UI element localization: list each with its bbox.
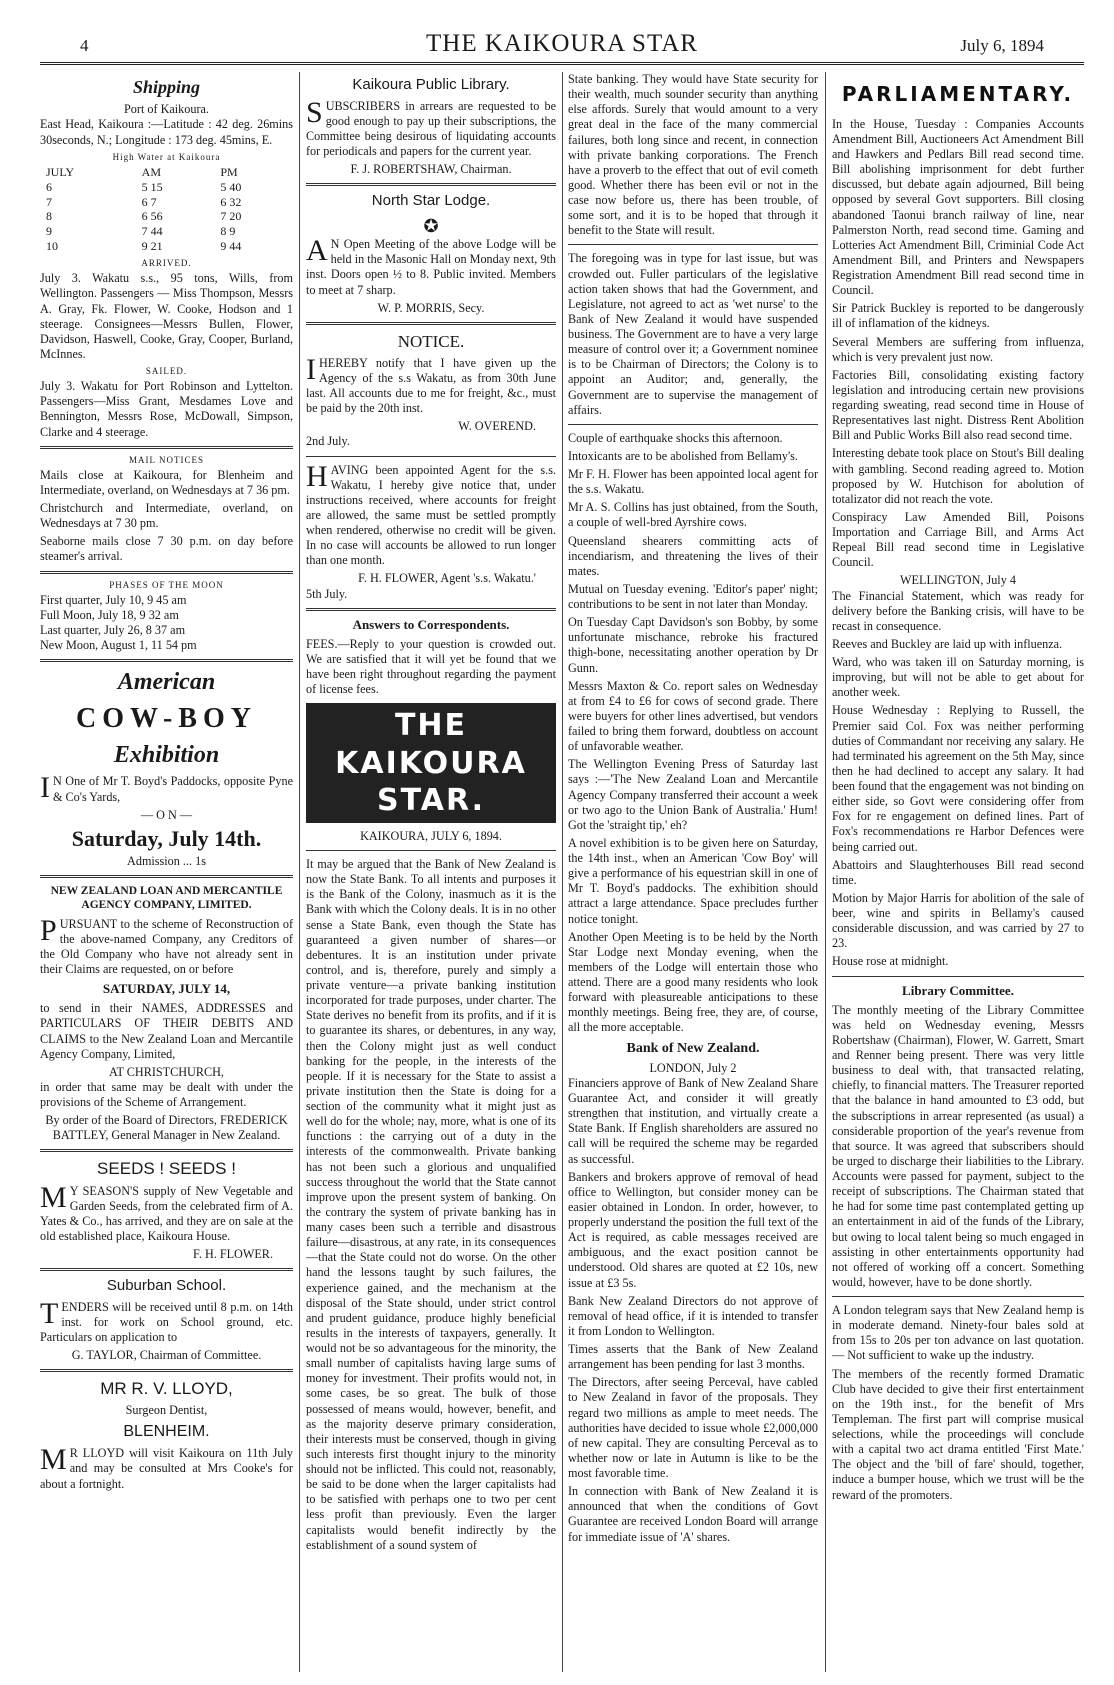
- column-divider: [825, 72, 826, 1672]
- ad-body: HAVING been appointed Agent for the s.s. Wakatu, I hereby give notice that, under instructions received, where accounts for freight are allowed, the same must be settled promptly when rendered, otherwise no credit will be given. In no case will accounts be allowed to run longer than one month.: [306, 459, 556, 568]
- news-item: Couple of earthquake shocks this afternoon.: [568, 430, 783, 445]
- ad-heading: MR R. V. LLOYD,: [100, 1379, 233, 1399]
- ad-heading: North Star Lodge.: [371, 192, 491, 210]
- news-item: Mr A. S. Collins has just obtained, from the South, a couple of well-bred Ayrshire cows.: [568, 500, 818, 530]
- news-item: Bankers and brokers approve of removal of head office to Wellington, but consider money can be easier obtained in London. In order, however, to properly understand the position the full text of the Act is required, as cable messages received are ambiguous, and the exact position cannot be understood. Old shares are quoted at £2 10s, new issue at £3 5s.: [568, 1169, 818, 1290]
- mail-text: Seaborne mails close 7 30 p.m. on day before steamer's arrival.: [40, 534, 293, 564]
- tide-header-row: [40, 165, 293, 180]
- ad-signature: F. H. FLOWER.: [193, 1247, 273, 1262]
- ad-subheading: Surgeon Dentist,: [125, 1403, 208, 1418]
- ad-heading: Kaikoura Public Library.: [352, 76, 510, 93]
- news-item: Times asserts that the Bank of New Zealand arrangement has been pending for last 3 months.: [568, 1342, 818, 1372]
- news-item: House Wednesday : Replying to Russell, the Premier said Col. Fox was neither performing duties of Commandant nor receiving any salary. He had terminated his agreement on the 5th May, since then he had declined to accept any salary. It had been found that the engagement was not binding on either side, so Govt were considering offer from Fox for re engagement on defined lines. Part of Fox's recommendations re Harbor Defences were being carried out.: [832, 703, 1084, 854]
- arrived-heading: ARRIVED.: [141, 258, 192, 269]
- news-item: A London telegram says that New Zealand hemp is in moderate demand. Ninety-four bales sold at from 15s to 20s per ton advance on last quotation. — Not sufficient to wake up the industry.: [832, 1303, 1084, 1363]
- news-item: Several Members are suffering from influenza, which is very prevalent just now.: [832, 334, 1084, 364]
- section-heading: Library Committee.: [902, 982, 1014, 998]
- tide-cell: 5 15: [141, 179, 163, 194]
- moon-heading: PHASES OF THE MOON: [109, 579, 224, 590]
- moon-phase: Full Moon, July 18, 9 32 am: [40, 607, 179, 622]
- divider: [832, 976, 1084, 977]
- news-item: The members of the recently formed Dramatic Club have decided to give their first entertainment on the 19th inst., for the benefit of Mrs Templeman. The first part will comprise musical selections, while the proceedings will conclude with a capital two act drama entitled 'First Mate.' The object and the 'bill of fare' should, together, induce a bumper house, which we trust will be the reward of the promoters.: [832, 1366, 1084, 1502]
- divider: [306, 850, 556, 851]
- section-heading: PARLIAMENTARY.: [841, 82, 1075, 106]
- news-item: Sir Patrick Buckley is reported to be dangerously ill of inflamation of the kidneys.: [832, 301, 1084, 331]
- news-item: The foregoing was in type for last issue, but was crowded out. Fuller particulars of the legislative action taken shows that had the Government, and Legislature, not agreed to act as 'wet nurse' to the Bank of New Zealand it would have suspended business. The Government are to have a very large measure of control over it; a Government nominee is to be Chairman of Directors; the Colony is to appoint an Auditor; and, generally, the Government are to supervise the management of affairs.: [568, 251, 818, 417]
- news-item: The Financial Statement, which was ready for delivery before the Banking crisis, will have to be recast in consequence.: [832, 588, 1084, 633]
- ad-heading: NOTICE.: [397, 331, 465, 351]
- news-item: Motion by Major Harris for abolition of the sale of beer, wine and spirits in Bellamy's caused considerable discussion, and was carried by 27 to 23.: [832, 890, 1084, 951]
- ad-signature: W. P. MORRIS, Secy.: [377, 300, 485, 315]
- notice-heading: NEW ZEALAND LOAN AND MERCANTILE AGENCY COMPANY, LIMITED.: [50, 885, 283, 912]
- ad-date: 2nd July.: [306, 434, 350, 449]
- tide-cell: 6 32: [220, 194, 242, 209]
- newspaper-title: THE KAIKOURA STAR: [426, 30, 698, 57]
- column-1: [40, 72, 293, 1672]
- tide-cell: 6 56: [141, 209, 163, 224]
- sailed-text: July 3. Wakatu for Port Robinson and Lyttelton. Passengers—Miss Grant, Mesdames Love and Bennington, Messrs Rose, McDowall, Simpson, Clarke and 4 steerage.: [40, 379, 293, 439]
- ad-title: Exhibition: [113, 741, 220, 768]
- port-location: East Head, Kaikoura :—Latitude : 42 deg. 26mins 30seconds, N.; Longitude : 173 deg. 45mins, E.: [40, 117, 293, 147]
- news-item: Intoxicants are to be abolished from Bellamy's.: [568, 448, 798, 463]
- news-item: Factories Bill, consolidating existing factory legislation and introducing certain new provisions regarding sweating, read second time in House of Representatives last night. Distress Rent Abolition Bill and Public Works Bill also read second time.: [832, 367, 1084, 443]
- ad-signature: W. OVEREND.: [458, 419, 536, 434]
- news-item: In connection with Bank of New Zealand it is announced that when the conditions of Govt Guarantee are received London Board will arrange for immediate issue of 'A' shares.: [568, 1484, 818, 1544]
- news-item: The Wellington Evening Press of Saturday last says :—'The New Zealand Loan and Mercantile Agency Company transferred their account a week or two ago to the Union Bank of Australia.' Hum! Got the 'straight tip,' eh?: [568, 757, 818, 832]
- tide-cell: 8 9: [220, 224, 236, 239]
- tide-row: [40, 180, 293, 195]
- notice-body: in order that same may be dealt with under the provisions of the Scheme of Arrangement.: [40, 1079, 293, 1110]
- port-heading: Port of Kaikoura.: [124, 102, 209, 117]
- ad-title: COW-BOY: [76, 702, 257, 734]
- ad-heading: Suburban School.: [106, 1277, 227, 1295]
- tide-cell: 6 7: [141, 194, 157, 209]
- notice-signature: By order of the Board of Directors, FREDERICK BATTLEY, General Manager in New Zealand.: [45, 1113, 288, 1143]
- news-item: The monthly meeting of the Library Committee was held on Wednesday evening, Messrs Robertshaw (Chairman), Flower, W. Garrett, Smart and Renner being present. There was very little business to deal with, that transacted relating, chiefly, to financial matters. The Treasurer reported that the balance in hand amounted to £3 odd, but the subscriptions in arrear represented (as usual) a considerable proportion of the year's revenue from that source. It was agreed that subscribers should be urged to discharge their liabilities to the Library. Accounts were passed for payment, subject to the receipt of subscriptions. The Chairman stated that he had for some time past contemplated getting up an entertainment in aid of the funds of the Library, but owing to local talent being so much engaged in assisting in other entertainments opportunity had not offered of working off a concert. Something would, however, have to be done shortly.: [832, 1002, 1084, 1289]
- ad-signature: F. H. FLOWER, Agent 's.s. Wakatu.': [358, 571, 536, 586]
- news-item: Ward, who was taken ill on Saturday morning, is improving, but will not be able to get about for another week.: [832, 655, 1084, 700]
- tide-cell: 8: [46, 209, 52, 224]
- news-item: Mutual on Tuesday evening. 'Editor's paper' night; contributions to be sent in not later than Monday.: [568, 581, 818, 611]
- news-item: Messrs Maxton & Co. report sales on Wednesday at from £4 to £6 for cows of second grade. There were buyers for other lines advertised, but vendors failed to bring them forward, doubtless on account of unfavorable weather.: [568, 678, 818, 754]
- notice-body: PURSUANT to the scheme of Reconstruction of the above-named Company, any Creditors of the Old Company who have not already sent in their Claims are requested, on or before: [40, 913, 293, 977]
- tide-row: [40, 224, 293, 239]
- ad-on: — O N —: [140, 807, 193, 822]
- divider: [40, 1369, 293, 1372]
- tide-cell: 7 20: [220, 209, 242, 224]
- news-item: Queensland shearers committing acts of incendiarism, and threatening the lives of their mates.: [568, 533, 818, 578]
- ad-body: AN Open Meeting of the above Lodge will be held in the Masonic Hall on Monday next, 9th inst. Doors open ½ to 8. Public invited. Members to meet at 7 sharp.: [306, 234, 556, 297]
- tide-col-july: JULY: [46, 164, 75, 179]
- news-item: In the House, Tuesday : Companies Accounts Amendment Bill, Auctioneers Act Amendment Bill and Hawkers and Pedlars Bill read second time. Bill abolishing imprisonment for debt further discussed, but debate again adjourned, Bill being opposed by several Govt supporters. Bill closing abandoned Taonui branch railway of line, near Palmerston North, read second time. Gaming and Lotteries Act Amendment Bill, Criminial Code Act Amendment Bill, and Printers and Newspapers Registration Amendment Bill read second time in Council.: [832, 116, 1084, 298]
- ad-heading: SEEDS ! SEEDS !: [97, 1159, 236, 1179]
- divider: [568, 424, 818, 425]
- ad-admission: Admission ... 1s: [127, 854, 206, 869]
- moon-phase: New Moon, August 1, 11 54 pm: [40, 638, 197, 653]
- editorial-text: It may be argued that the Bank of New Zealand is now the State Bank. To all intents and purposes it is the Bank of the Colony, inasmuch as it is the Bank with which the Colony deals. It is in no other sense a State Bank, even though the State has guaranteed a given number of shares—or debentures. It is an institution under private control, and is, therefore, purely and simply a private venture—a private banking institution incorporated for trade purposes, under charter. The State derives no benefit from its profits, and if it is to guarantee its shares, or debentures, in any way, then the Colony might just as well conduct banking for the people, in the interests of the people. If it is necessary for the State to assist a private institution then the State is doing for a section of the community what it might just as well do for the whole; nay, more, what is one of its functions : the carrying out of a duty in the interests of the commonwealth. Private banking has not been such a glorious and unqualified success throughout the world that the State cannot improve upon the present system of banking. On the contrary the system of private banking has in many cases been such a terrible and disastrous failure—disastrous, at any rate, in its consequences—that the State could not do worse. On the other hand the lessons taught by such failures, the experience gained, and the mechanism at the disposal of the State should, under strict control and prudent guidance, produce highly beneficial results in the interests of taxpayers, generally. It would not be so advantageous for the minority, the small number of capitalists having large sums of money for investment. Their profits would not, in some cases, be so great. The bulk of those possessed of means would, however, benefit, and as the majority deserve primary consideration, their interests must be conserved, though in giving such interests first thought injury to the minority should not be inflicted. This could not, reasonably, be said to be done when the larger capitalists had to be satisfied with perhaps one to two per cent less profit than previously. Even the larger capitalists would benefit indirectly by the establishment of a sound system of: [306, 857, 556, 1552]
- column-divider: [562, 72, 563, 1672]
- divider: [40, 571, 293, 574]
- tide-cell: 7 44: [141, 224, 163, 239]
- news-item: Abattoirs and Slaughterhouses Bill read second time.: [832, 857, 1084, 887]
- divider: [40, 875, 293, 878]
- tide-cell: 9 44: [220, 239, 242, 254]
- notice-body: to send in their NAMES, ADDRESSES and PARTICULARS OF THEIR DEBITS AND CLAIMS to the New Zealand Loan and Mercantile Agency Company, Limited,: [40, 1001, 293, 1061]
- mail-heading: MAIL NOTICES: [129, 454, 204, 465]
- ad-body: TENDERS will be received until 8 p.m. on 14th inst. for work on School ground, etc. Particulars on application to: [40, 1296, 293, 1344]
- tide-cell: 10: [46, 239, 58, 254]
- divider: [306, 183, 556, 186]
- correspondence-text: FEES.—Reply to your question is crowded out. We are satisfied that it will yet be found that we have been right throughout regarding the payment of license fees.: [306, 636, 556, 697]
- tide-row: [40, 209, 293, 224]
- mail-text: Mails close at Kaikoura, for Blenheim and Intermediate, overland, on Wednesdays at 7 36 pm.: [40, 467, 293, 497]
- news-item: The Directors, after seeing Perceval, have cabled to New Zealand in favor of the proposals. They regard two millions as ample to meet needs. The authorities have decided to issue whole £2,000,000 of new capital. They are consulting Perceval as to whether now or late in Autumn is like to be the most favorable time.: [568, 1375, 818, 1481]
- tide-cell: 9: [46, 224, 52, 239]
- tide-col-am: AM: [141, 164, 162, 179]
- sailed-heading: SAILED.: [145, 366, 188, 376]
- divider: [568, 244, 818, 245]
- section-heading: Bank of New Zealand.: [626, 1040, 760, 1056]
- column-3: [568, 72, 818, 1672]
- news-item: A novel exhibition is to be given here on Saturday, the 14th inst., when an American 'Cow Boy' will give a performance of his equestrian skill in one of Mr T. Boyd's paddocks. The exhibition should attract a large attendance. Space precludes further notice tonight.: [568, 835, 818, 926]
- tide-cell: 9 21: [141, 239, 163, 254]
- compass-icon: ✪: [423, 215, 439, 236]
- ad-body: MR LLOYD will visit Kaikoura on 11th July and may be consulted at Mrs Cooke's for about a fortnight.: [40, 1443, 293, 1491]
- column-divider: [299, 72, 300, 1672]
- arrived-text: July 3. Wakatu s.s., 95 tons, Wills, from Wellington. Passengers — Miss Thompson, Messrs A. Gray, Fk. Flower, W. Cooke, Hodson and 1 steerage. Consignees—Messrs Bullen, Flower, Davidson, Haswell, Cooke, Gray, Cooper, Burland, McInnes.: [40, 271, 293, 361]
- news-item: Bank New Zealand Directors do not approve of removal of head office, if it is intended to transfer it from London to Wellington.: [568, 1293, 818, 1338]
- dateline: LONDON, July 2: [649, 1060, 737, 1075]
- ad-date: 5th July.: [306, 586, 348, 601]
- paper-banner: THE KAIKOURA STAR.: [306, 703, 556, 823]
- ad-heading: BLENHEIM.: [123, 1423, 210, 1441]
- tide-cell: 5 40: [220, 179, 242, 194]
- ad-signature: G. TAYLOR, Chairman of Committee.: [71, 1348, 262, 1363]
- moon-phase: First quarter, July 10, 9 45 am: [40, 592, 187, 607]
- ad-title: American: [117, 669, 216, 696]
- news-item: Financiers approve of Bank of New Zealand Share Guarantee Act, and consider it will greatly strengthen that institution, and virtually create a State Bank. If English shareholders are assured no call will be required the scheme may be regarded as successful.: [568, 1075, 818, 1166]
- editorial-text: State banking. They would have State security for their wealth, much sounder security than anything else affords. Surely that would amount to a very great deal in the face of the many commercial failures, both long since and recent, in connection with private banking corporations. The French have a proverb to the effect that out of evil cometh good. Whether there has been evil or not in the case now before us, there has been trouble, of some sort, and it is to be hoped that through it benefit to the State will result.: [568, 72, 818, 238]
- news-item: Reeves and Buckley are laid up with influenza.: [832, 636, 1063, 651]
- news-item: On Tuesday Capt Davidson's son Bobby, by some unfortunate mischance, rebroke his fractured thigh-bone, necessitating another operation by Dr Gunn.: [568, 615, 818, 675]
- ad-date: Saturday, July 14th.: [71, 825, 262, 851]
- section-heading: Answers to Correspondents.: [352, 616, 510, 632]
- ad-signature: F. J. ROBERTSHAW, Chairman.: [350, 162, 512, 177]
- notice-date: SATURDAY, JULY 14,: [102, 981, 231, 997]
- notice-place: AT CHRISTCHURCH,: [109, 1064, 224, 1079]
- divider: [306, 456, 556, 457]
- ad-body: MY SEASON'S supply of New Vegetable and Garden Seeds, from the celebrated firm of A. Yates & Co., has arrived, and they are on sale at the old established place, Kaikoura House.: [40, 1180, 293, 1243]
- tide-cell: 6: [46, 179, 52, 194]
- tide-heading: High Water at Kaikoura: [112, 151, 221, 162]
- divider: [40, 659, 293, 662]
- moon-phase: Last quarter, July 26, 8 37 am: [40, 622, 186, 637]
- ad-body: SUBSCRIBERS in arrears are requested to be good enough to pay up their subscriptions, the Committee being desirous of liquidating accounts for periodicals and papers for the current year.: [306, 95, 556, 158]
- tide-cell: 7: [46, 194, 52, 209]
- tide-col-pm: PM: [220, 164, 238, 179]
- mail-text: Christchurch and Intermediate, overland, on Wednesdays at 7 30 pm.: [40, 501, 293, 531]
- divider: [832, 1296, 1084, 1297]
- editorial-dateline: KAIKOURA, JULY 6, 1894.: [360, 828, 502, 843]
- tide-table: [40, 165, 293, 254]
- masthead: [40, 28, 1084, 65]
- column-2: [306, 72, 556, 1672]
- divider: [40, 1149, 293, 1152]
- page-number: 4: [80, 36, 89, 55]
- tide-row: [40, 195, 293, 210]
- divider: [40, 1268, 293, 1271]
- ad-body: IN One of Mr T. Boyd's Paddocks, opposite Pyne & Co's Yards,: [40, 771, 293, 805]
- divider: [306, 608, 556, 611]
- issue-date: July 6, 1894: [960, 36, 1044, 55]
- tide-row: [40, 239, 293, 254]
- divider: [40, 446, 293, 449]
- divider: [306, 322, 556, 325]
- dateline: WELLINGTON, July 4: [900, 573, 1016, 588]
- news-item: Interesting debate took place on Stout's Bill dealing with gambling. Second reading agreed to. Motion proposed by W. Hutchison for abolution of totalizator did not reach the vote.: [832, 446, 1084, 506]
- shipping-heading: Shipping: [132, 77, 201, 97]
- news-item: Conspiracy Law Amended Bill, Poisons Importation and Carriage Bill, and Arms Act Repeal Bill read second time in Legislative Council.: [832, 509, 1084, 570]
- news-item: Mr F. H. Flower has been appointed local agent for the s.s. Wakatu.: [568, 467, 818, 497]
- news-item: House rose at midnight.: [832, 954, 949, 969]
- news-item: Another Open Meeting is to be held by the North Star Lodge next Monday evening, when the members of the Lodge will entertain those who attend. There are a good many residents who look forward with pleasureable anticipations to these monthly meetings. Being free, they are, of course, all the more acceptable.: [568, 929, 818, 1035]
- ad-body: IHEREBY notify that I have given up the Agency of the s.s Wakatu, as from 30th June last. All accounts due to me for freight, &c., must be paid by the 20th inst.: [306, 352, 556, 416]
- column-4: [832, 72, 1084, 1672]
